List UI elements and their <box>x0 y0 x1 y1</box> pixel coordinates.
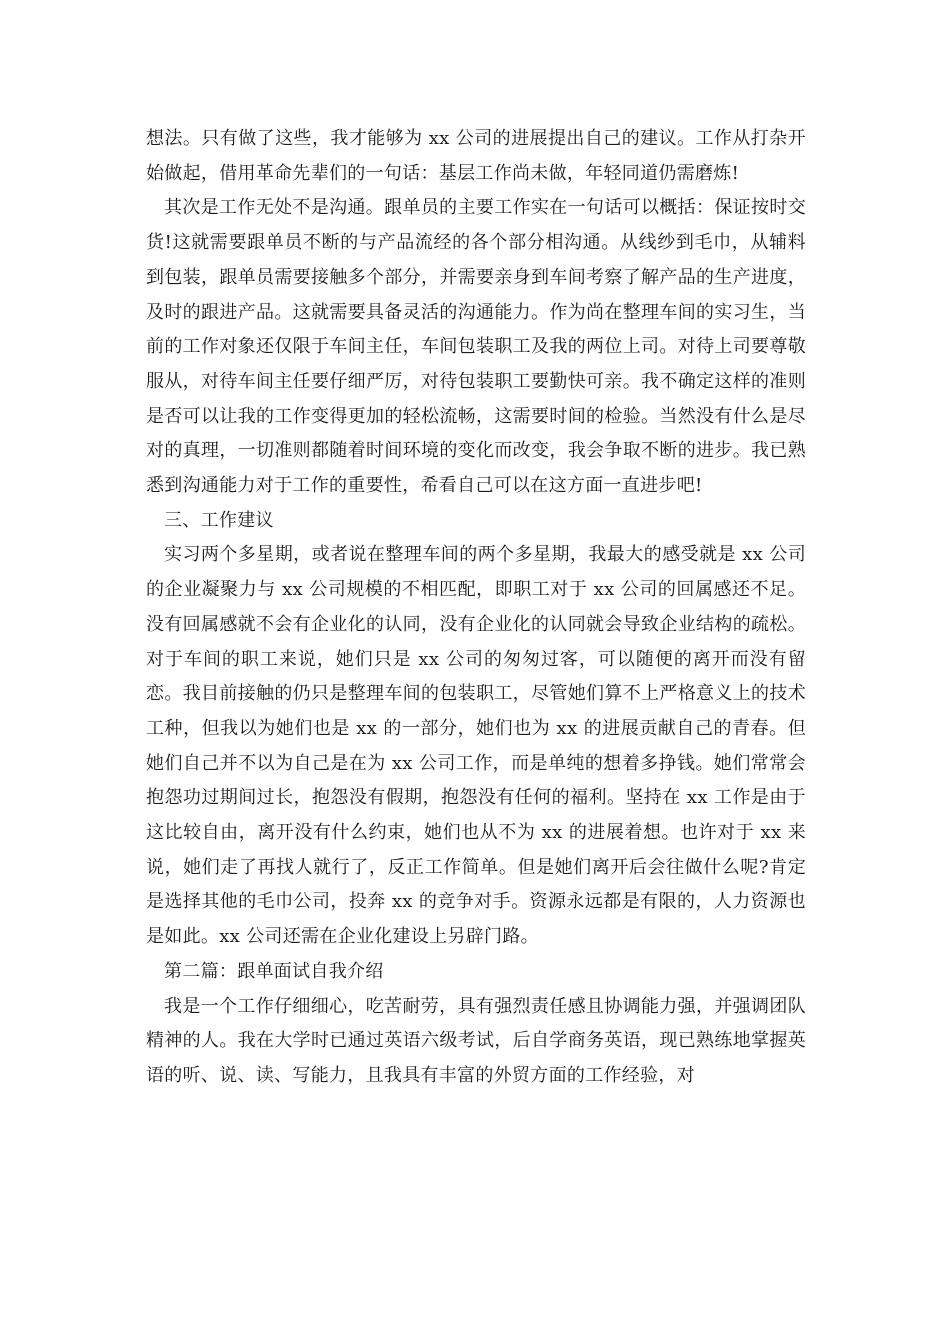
section-heading-self-introduction: 第二篇：跟单面试自我介绍 <box>164 960 384 982</box>
paragraph-communication: 其次是工作无处不是沟通。跟单员的主要工作实在一句话可以概括：保证按时交货!这就需要跟单员不断的与产品流经的各个部分相沟通。从线纱到毛巾，从辅料到包装，跟单员需要接触多个部分，并需要亲身到车间考察了解产品的生产进度，及时的跟进产品。这就需要具备灵活的沟通能力。作为尚在整理车间的实习生，当前的工作对象还仅限于车间主任，车间包装职工及我的两位上司。对待上司要尊敬服从，对待车间主任要仔细严厉，对待包装职工要勤快可亲。我不确定这样的准则是否可以让我的工作变得更加的轻松流畅，这需要时间的检验。当然没有什么是尽对的真理，一切准则都随着时间环境的变化而改变，我会争取不断的进步。我已熟悉到沟通能力对于工作的重要性，希看自己可以在这方面一直进步吧! <box>146 197 806 497</box>
document-body <box>146 122 806 1094</box>
paragraph-continuation: 想法。只有做了这些，我才能够为 xx 公司的进展提出自己的建议。工作从打杂开始做起，借用革命先辈们的一句话：基层工作尚未做，年轻同道仍需磨炼! <box>146 128 806 184</box>
section-heading-work-suggestions: 三、工作建议 <box>164 509 274 531</box>
paragraph-self-introduction: 我是一个工作仔细细心，吃苦耐劳，具有强烈责任感且协调能力强，并强调团队精神的人。我在大学时已通过英语六级考试，后自学商务英语，现已熟练地掌握英语的听、说、读、写能力，且我具有丰富的外贸方面的工作经验，对 <box>146 995 806 1086</box>
paragraph-suggestions: 实习两个多星期，或者说在整理车间的两个多星期，我最大的感受就是 xx 公司的企业凝聚力与 xx 公司规模的不相匹配，即职工对于 xx 公司的回属感还不足。没有回属感就不会有企业化的认同，没有企业化的认同就会导致企业结构的疏松。对于车间的职工来说，她们只是 xx 公司的匆匆过客，可以随便的离开而没有留恋。我目前接触的仍只是整理车间的包装职工，尽管她们算不上严格意义上的技术工种，但我以为她们也是 xx 的一部分，她们也为 xx 的进展贡献自己的青春。但她们自己并不以为自己是在为 xx 公司工作，而是单纯的想着多挣钱。她们常常会抱怨功过期间过长，抱怨没有假期，抱怨没有任何的福利。坚持在 xx 工作是由于这比较自由，离开没有什么约束，她们也从不为 xx 的进展着想。也许对于 xx 来说，她们走了再找人就行了，反正工作简单。但是她们离开后会往做什么呢?肯定是选择其他的毛巾公司，投奔 xx 的竞争对手。资源永远都是有限的，人力资源也是如此。xx 公司还需在企业化建设上另辟门路。 <box>146 544 806 948</box>
